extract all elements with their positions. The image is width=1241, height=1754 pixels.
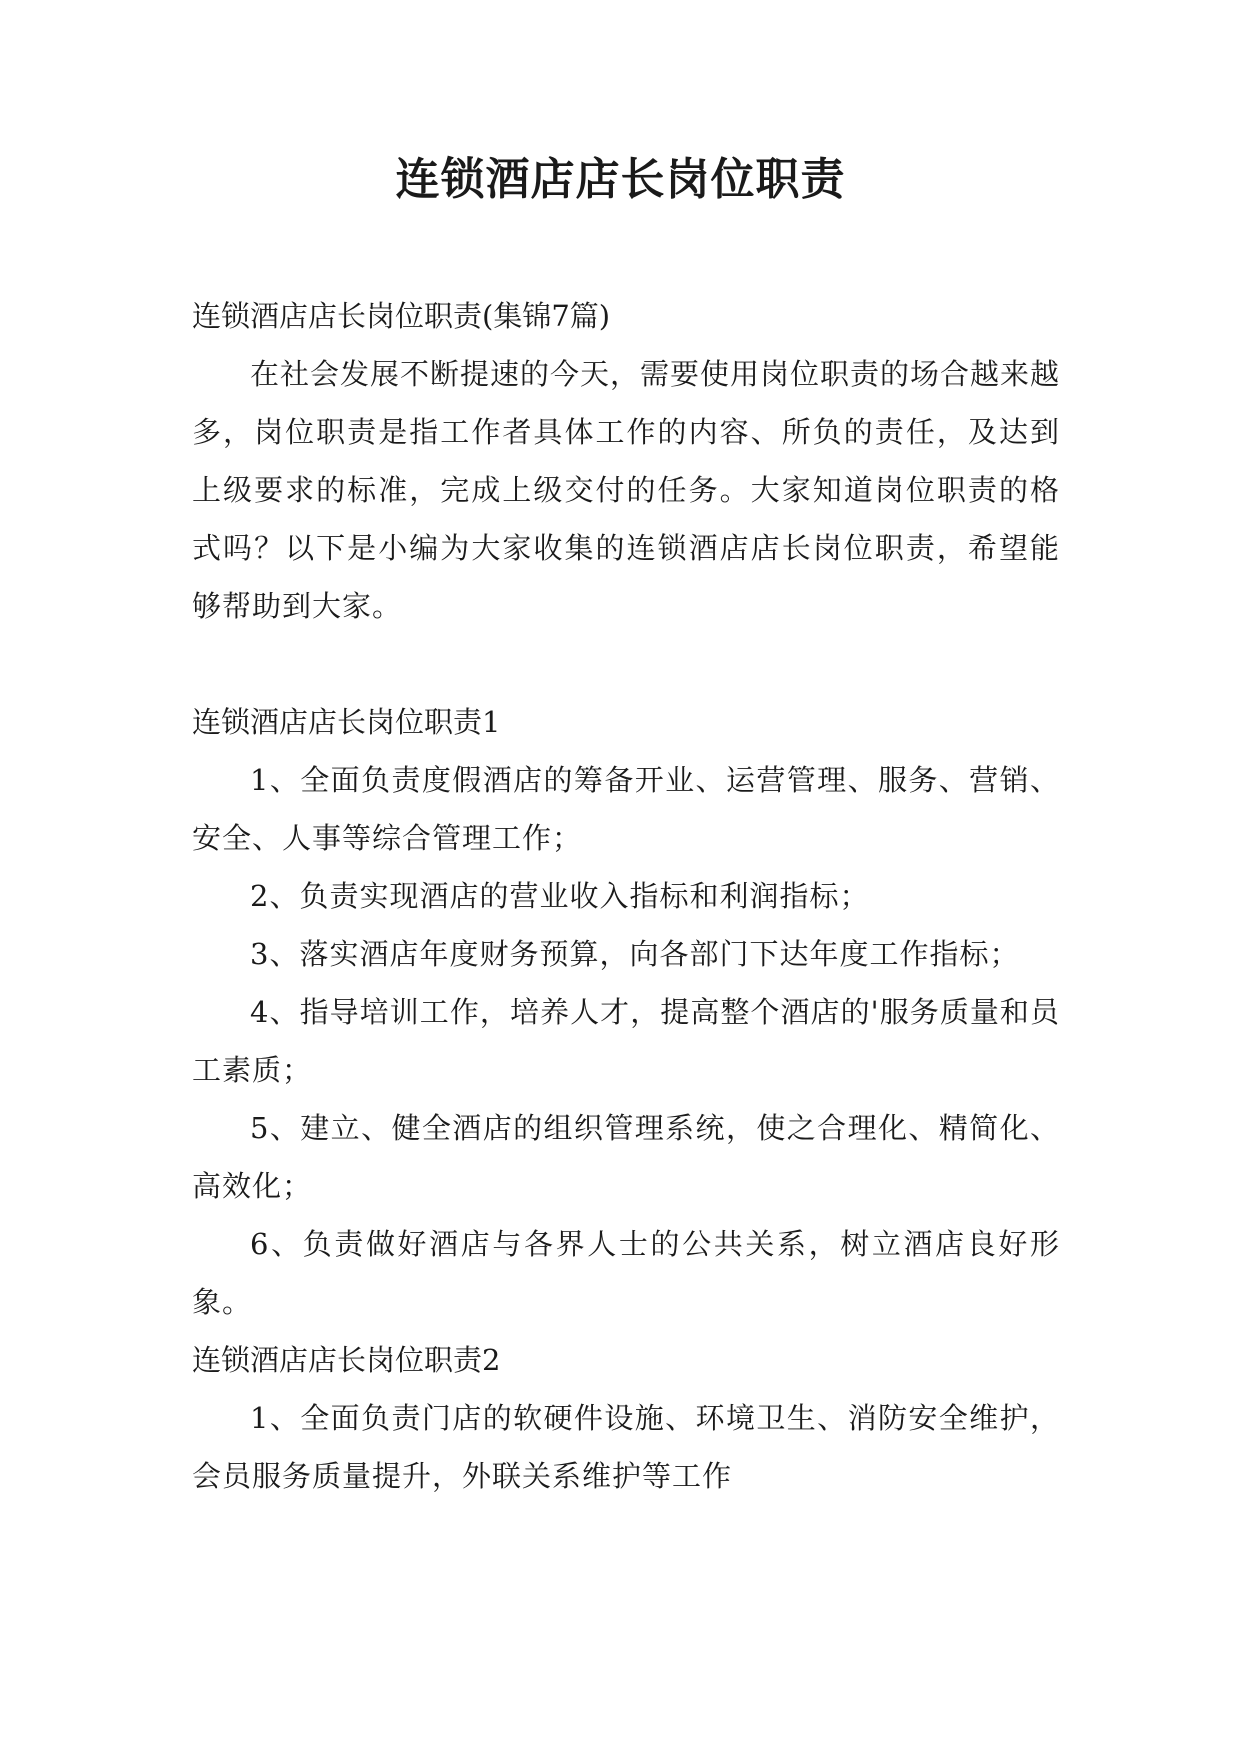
document-title: 连锁酒店店长岗位职责 [395,154,846,205]
document-body [192,287,1060,1505]
list-item: 6、负责做好酒店与各界人士的公共关系，树立酒店良好形象。 [192,1227,1060,1319]
document-subtitle: 连锁酒店店长岗位职责(集锦7篇) [192,299,611,333]
section-heading: 连锁酒店店长岗位职责2 [192,1343,501,1377]
list-item: 1、全面负责度假酒店的筹备开业、运营管理、服务、营销、安全、人事等综合管理工作； [192,763,1060,855]
list-item: 2、负责实现酒店的营业收入指标和利润指标； [250,879,870,913]
list-item: 3、落实酒店年度财务预算，向各部门下达年度工作指标； [250,937,1020,971]
spacer [192,635,1060,693]
section-heading: 连锁酒店店长岗位职责1 [192,705,501,739]
intro-paragraph: 在社会发展不断提速的今天，需要使用岗位职责的场合越来越多，岗位职责是指工作者具体工作的内容、所负的责任，及达到上级要求的标准，完成上级交付的任务。大家知道岗位职责的格式吗？以下是小编为大家收集的连锁酒店店长岗位职责，希望能够帮助到大家。 [192,357,1061,623]
list-item: 4、指导培训工作，培养人才，提高整个酒店的'服务质量和员工素质； [192,995,1060,1087]
list-item: 1、全面负责门店的软硬件设施、环境卫生、消防安全维护，会员服务质量提升，外联关系维护等工作 [192,1401,1060,1493]
list-item: 5、建立、健全酒店的组织管理系统，使之合理化、精简化、高效化； [192,1111,1060,1203]
